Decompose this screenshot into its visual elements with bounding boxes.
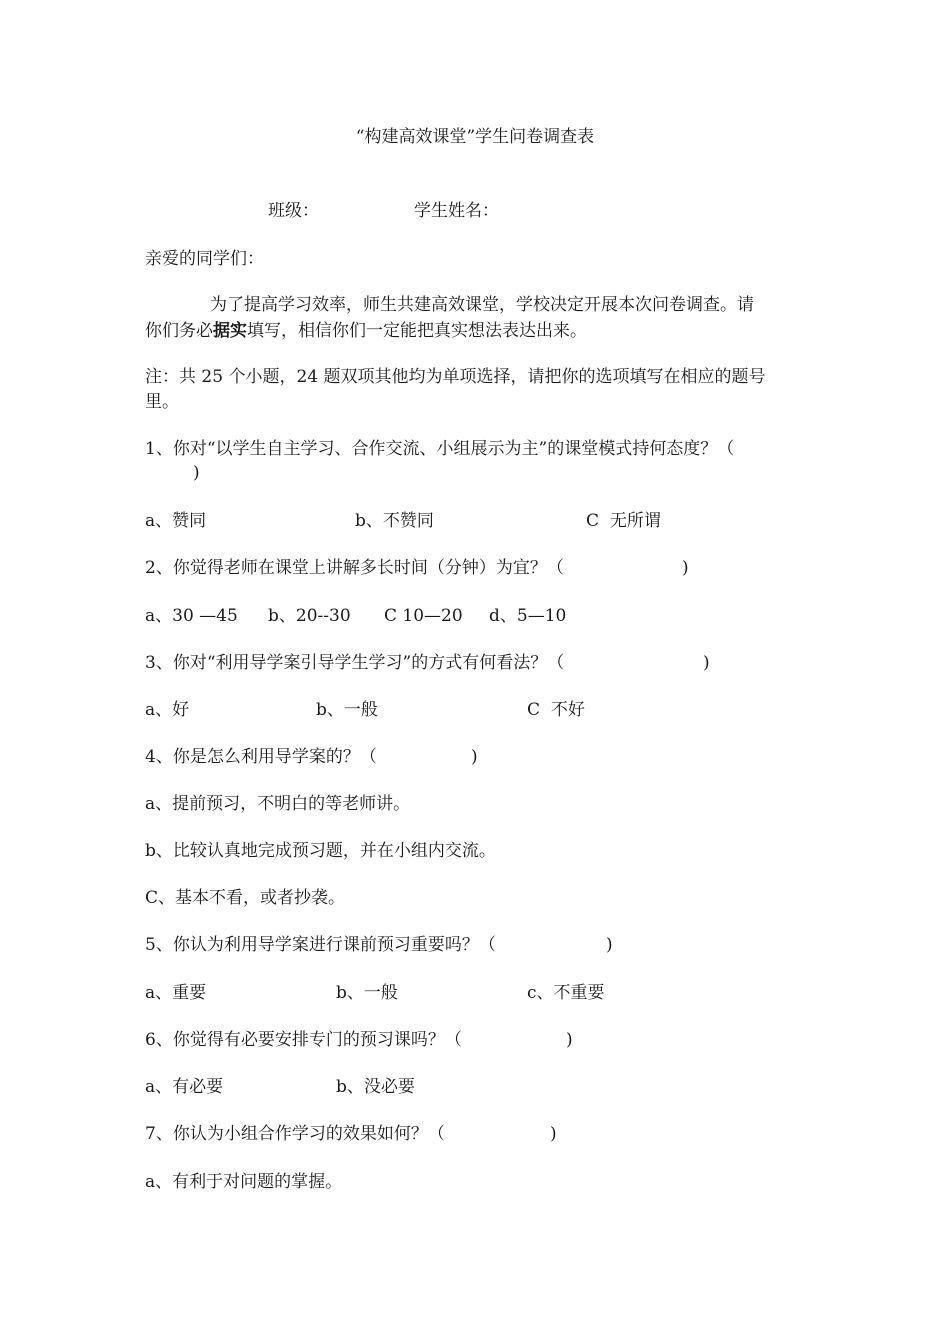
note-line-1: 注：共 25 个小题，24 题双项其他均为单项选择，请把你的选项填写在相应的题号	[145, 367, 766, 387]
question-1-close: )	[193, 463, 200, 483]
question-3: 3、你对“利用导学案引导学生学习”的方式有何看法？（	[145, 653, 565, 673]
q4-option-b: b、比较认真地完成预习题，并在小组内交流。	[145, 841, 496, 861]
q3-option-a: a、好	[145, 700, 190, 720]
q4-option-a: a、提前预习，不明白的等老师讲。	[145, 794, 411, 814]
question-7-close: )	[550, 1124, 557, 1144]
greeting: 亲爱的同学们：	[145, 249, 264, 269]
q6-option-b: b、没必要	[336, 1077, 415, 1097]
question-2-close: )	[682, 558, 689, 578]
class-label: 班级：	[268, 201, 319, 221]
question-5-close: )	[606, 935, 613, 955]
question-4: 4、你是怎么利用导学案的？（	[145, 747, 377, 767]
q2-option-c: C 10—20	[384, 606, 463, 626]
q3-option-b: b、一般	[316, 700, 378, 720]
intro-emphasis: 据实	[213, 321, 247, 341]
q2-option-d: d、5—10	[489, 606, 567, 626]
question-6-close: )	[566, 1030, 573, 1050]
question-1: 1、你对“以学生自主学习、合作交流、小组展示为主”的课堂模式持何态度？（	[145, 439, 735, 459]
q5-option-b: b、一般	[336, 983, 398, 1003]
question-5: 5、你认为利用导学案进行课前预习重要吗？（	[145, 935, 496, 955]
q2-option-b: b、20--30	[268, 606, 351, 626]
q4-option-c: C、基本不看，或者抄袭。	[145, 888, 346, 908]
question-7: 7、你认为小组合作学习的效果如何？（	[145, 1124, 445, 1144]
intro-text: 你们务必	[145, 321, 213, 341]
page-title: “构建高效课堂”学生问卷调查表	[355, 127, 595, 147]
note-line-2: 里。	[145, 392, 179, 412]
q5-option-c: c、不重要	[527, 983, 605, 1003]
question-2: 2、你觉得老师在课堂上讲解多长时间（分钟）为宜？（	[145, 558, 564, 578]
q5-option-a: a、重要	[145, 983, 207, 1003]
intro-line-1: 为了提高学习效率，师生共建高效课堂，学校决定开展本次问卷调查。请	[210, 295, 754, 315]
q6-option-a: a、有必要	[145, 1077, 224, 1097]
intro-text: 填写，相信你们一定能把真实想法表达出来。	[247, 321, 587, 341]
q7-option-a: a、有利于对问题的掌握。	[145, 1172, 343, 1192]
intro-line-2	[145, 320, 587, 342]
q1-option-c: C 无所谓	[586, 511, 661, 531]
question-4-close: )	[471, 747, 478, 767]
student-name-label: 学生姓名：	[414, 201, 499, 221]
q3-option-c: C 不好	[527, 700, 585, 720]
question-3-close: )	[703, 653, 710, 673]
question-6: 6、你觉得有必要安排专门的预习课吗？（	[145, 1030, 462, 1050]
q1-option-b: b、不赞同	[355, 511, 434, 531]
q2-option-a: a、30 —45	[145, 606, 238, 626]
q1-option-a: a、赞同	[145, 511, 207, 531]
